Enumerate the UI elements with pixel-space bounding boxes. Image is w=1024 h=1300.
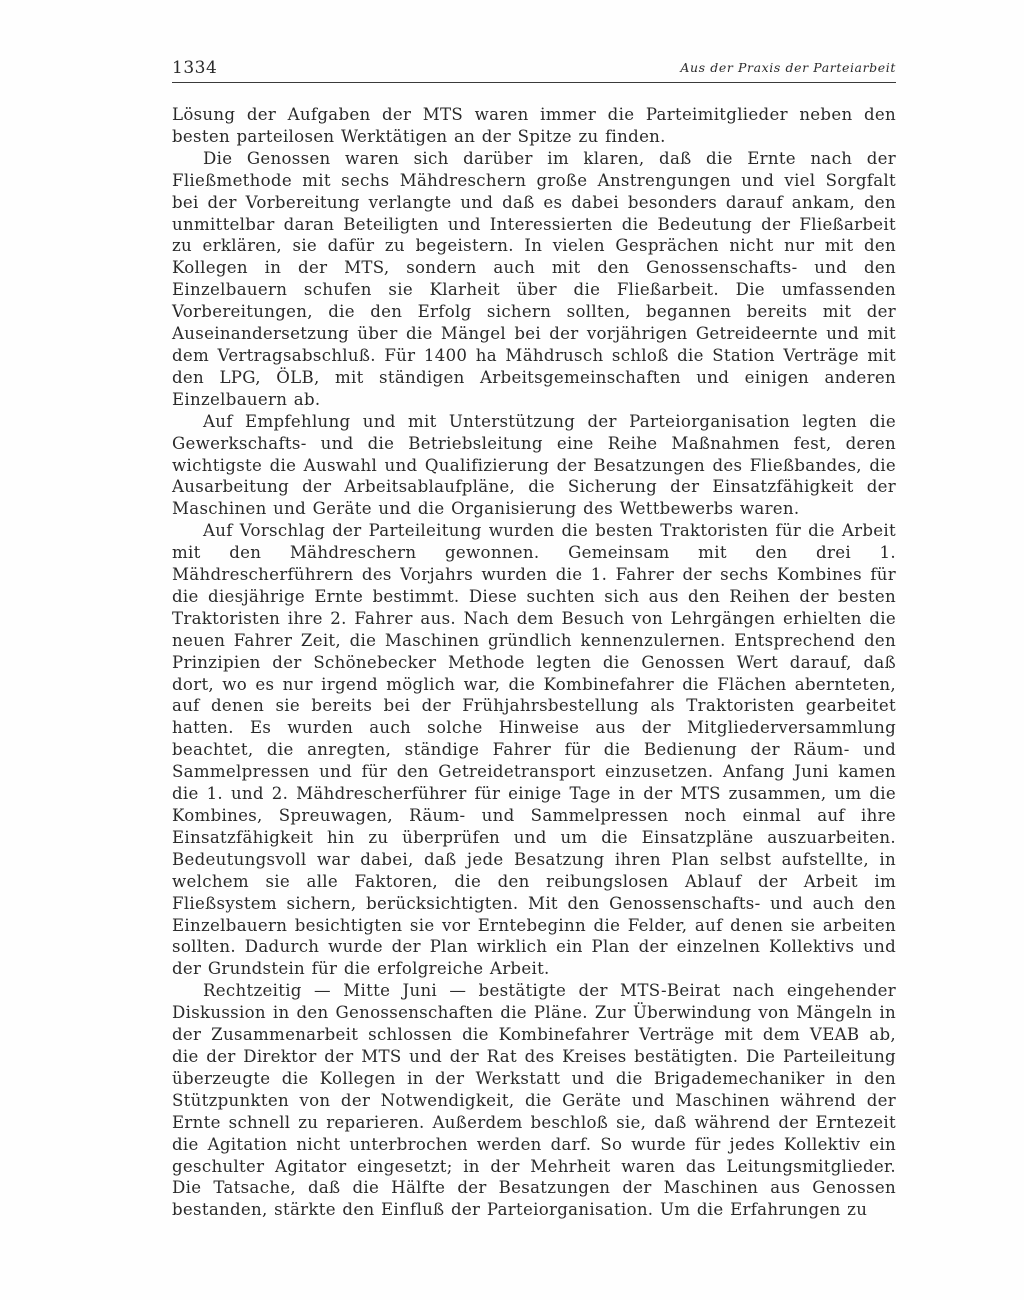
page-number: 1334 bbox=[172, 58, 218, 78]
paragraph-4: Auf Vorschlag der Parteileitung wurden die besten Traktoristen für die Arbeit mit den Mähdreschern gewonnen. Gemeinsam mit den drei 1. Mähdrescherführern des Vorjahrs wurden die 1. Fahrer der sechs Kombines für die diesjährige Ernte bestimmt. Diese suchten sich aus den Reihen der besten Traktoristen ihre 2. Fahrer aus. Nach dem Besuch von Lehrgängen erhielten die neuen Fahrer Zeit, die Maschinen gründlich kennenzulernen. Entsprechend den Prinzipien der Schönebecker Methode legten die Genossen Wert darauf, daß dort, wo es nur irgend möglich war, die Kombinefahrer die Flächen abernteten, auf denen sie bereits bei der Frühjahrsbestellung als Traktoristen gearbeitet hatten. Es wurden auch solche Hinweise aus der Mitgliederversammlung beachtet, die anregten, ständige Fahrer für die Bedienung der Räum- und Sammelpressen und für den Getreidetransport einzusetzen. Anfang Juni kamen die 1. und 2. Mähdrescherführer für einige Tage in der MTS zusammen, um die Kombines, Spreuwagen, Räum- und Sammelpressen noch einmal auf ihre Einsatzfähigkeit hin zu überprüfen und um die Einsatzpläne auszuarbeiten. Bedeutungsvoll war dabei, daß jede Besatzung ihren Plan selbst aufstellte, in welchem sie alle Faktoren, die den reibungslosen Ablauf der Arbeit im Fließsystem sichern, berücksichtigten. Mit den Genossenschafts- und auch den Einzelbauern besichtigten sie vor Erntebeginn die Felder, auf denen sie arbeiten sollten. Dadurch wurde der Plan wirklich ein Plan der einzelnen Kollektivs und der Grundstein für die erfolgreiche Arbeit. bbox=[172, 521, 896, 979]
paragraph-2: Die Genossen waren sich darüber im klaren, daß die Ernte nach der Fließmethode mit sechs Mähdreschern große Anstrengungen und viel Sorgfalt bei der Vorbereitung verlangte und daß es dabei besonders darauf ankam, den unmittelbar daran Beteiligten und Interessierten die Bedeutung der Fließarbeit zu erklären, sie dafür zu begeistern. In vielen Gesprächen nicht nur mit den Kollegen in der MTS, sondern auch mit den Genossenschafts- und den Einzelbauern schufen sie Klarheit über die Fließarbeit. Die umfassenden Vorbereitungen, die den Erfolg sichern sollten, begannen bereits mit der Auseinandersetzung über die Mängel bei der vorjährigen Getreideernte und mit dem Vertragsabschluß. Für 1400 ha Mähdrusch schloß die Station Verträge mit den LPG, ÖLB, mit ständigen Arbeitsgemeinschaften und einigen anderen Einzelbauern ab. bbox=[172, 148, 896, 409]
body-text bbox=[172, 104, 896, 1221]
paragraph-3: Auf Empfehlung und mit Unterstützung der Parteiorganisation legten die Gewerkschafts- und die Betriebsleitung eine Reihe Maßnahmen fest, deren wichtigste die Auswahl und Qualifizierung der Besatzungen des Fließbandes, die Ausarbeitung der Arbeitsablaufpläne, die Sicherung der Einsatzfähigkeit der Maschinen und Geräte und die Organisierung des Wettbewerbs waren. bbox=[172, 411, 896, 519]
header-rule bbox=[172, 82, 896, 83]
page-header bbox=[172, 58, 896, 82]
paragraph-5: Rechtzeitig — Mitte Juni — bestätigte der MTS-Beirat nach eingehender Diskussion in den Genossenschaften die Pläne. Zur Überwindung von Mängeln in der Zusammenarbeit schlossen die Kombinefahrer Verträge mit dem VEAB ab, die der Direktor der MTS und der Rat des Kreises bestätigten. Die Parteileitung überzeugte die Kollegen in der Werkstatt und die Brigademechaniker in den Stützpunkten von der Notwendigkeit, die Geräte und Maschinen während der Ernte schnell zu reparieren. Außerdem beschloß sie, daß während der Erntezeit die Agitation nicht unterbrochen werden darf. So wurde für jedes Kollektiv ein geschulter Agitator eingesetzt; in der Mehrheit waren das Leitungsmitglieder. Die Tatsache, daß die Hälfte der Besatzungen der Maschinen aus Genossen bestanden, stärkte den Einfluß der Parteiorganisation. Um die Erfahrungen zu bbox=[172, 981, 896, 1220]
paragraph-1: Lösung der Aufgaben der MTS waren immer die Parteimitglieder neben den besten parteilosen Werktätigen an der Spitze zu finden. bbox=[172, 105, 896, 146]
running-head: Aus der Praxis der Parteiarbeit bbox=[680, 60, 896, 75]
